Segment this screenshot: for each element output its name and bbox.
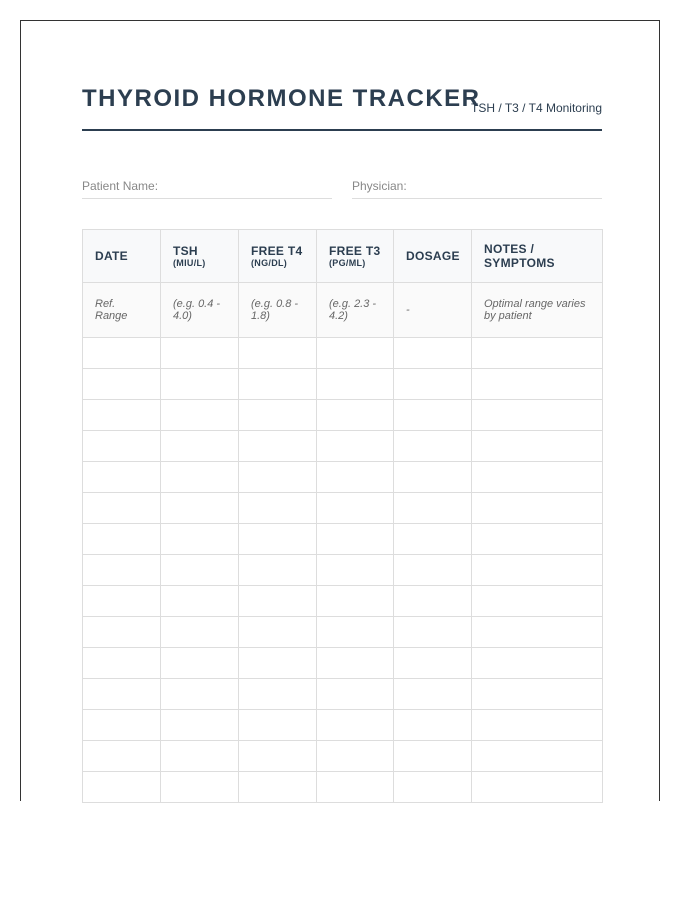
entry-tsh-cell[interactable] bbox=[161, 555, 239, 586]
entry-dosage-cell[interactable] bbox=[394, 369, 472, 400]
entry-free-t3-cell[interactable] bbox=[317, 772, 394, 803]
table-row bbox=[83, 679, 603, 710]
entry-notes-cell[interactable] bbox=[472, 493, 603, 524]
entry-notes-cell[interactable] bbox=[472, 369, 603, 400]
page-title: THYROID HORMONE TRACKER bbox=[82, 85, 481, 112]
entry-free-t3-cell[interactable] bbox=[317, 369, 394, 400]
ref-dosage-cell: - bbox=[394, 283, 472, 338]
reference-range-row bbox=[83, 283, 603, 338]
ref-free-t3-cell: (e.g. 2.3 - 4.2) bbox=[317, 283, 394, 338]
entry-dosage-cell[interactable] bbox=[394, 555, 472, 586]
table-row bbox=[83, 586, 603, 617]
entry-tsh-cell[interactable] bbox=[161, 493, 239, 524]
table-row bbox=[83, 462, 603, 493]
entry-dosage-cell[interactable] bbox=[394, 710, 472, 741]
column-header-date: DATE bbox=[83, 230, 161, 283]
entry-free-t4-cell[interactable] bbox=[239, 648, 317, 679]
entry-free-t4-cell[interactable] bbox=[239, 586, 317, 617]
entry-notes-cell[interactable] bbox=[472, 586, 603, 617]
physician-label: Physician: bbox=[352, 179, 407, 193]
column-header-free-t4: FREE T4 (NG/DL) bbox=[239, 230, 317, 283]
entry-notes-cell[interactable] bbox=[472, 679, 603, 710]
entry-free-t4-cell[interactable] bbox=[239, 462, 317, 493]
entry-free-t3-cell[interactable] bbox=[317, 555, 394, 586]
entry-free-t3-cell[interactable] bbox=[317, 338, 394, 369]
entry-dosage-cell[interactable] bbox=[394, 648, 472, 679]
entry-tsh-cell[interactable] bbox=[161, 400, 239, 431]
entry-dosage-cell[interactable] bbox=[394, 338, 472, 369]
entry-tsh-cell[interactable] bbox=[161, 338, 239, 369]
entry-free-t4-cell[interactable] bbox=[239, 555, 317, 586]
entry-tsh-cell[interactable] bbox=[161, 431, 239, 462]
physician-field[interactable] bbox=[352, 179, 602, 199]
table-header-row bbox=[83, 230, 603, 283]
table-row bbox=[83, 338, 603, 369]
entry-free-t4-cell[interactable] bbox=[239, 772, 317, 803]
entry-dosage-cell[interactable] bbox=[394, 772, 472, 803]
entry-free-t3-cell[interactable] bbox=[317, 741, 394, 772]
entry-date-cell[interactable] bbox=[83, 679, 161, 710]
entry-tsh-cell[interactable] bbox=[161, 679, 239, 710]
table-row bbox=[83, 648, 603, 679]
entry-notes-cell[interactable] bbox=[472, 741, 603, 772]
table-row bbox=[83, 772, 603, 803]
column-header-notes: NOTES / SYMPTOMS bbox=[472, 230, 603, 283]
entry-notes-cell[interactable] bbox=[472, 648, 603, 679]
page-header bbox=[82, 83, 602, 131]
entry-date-cell[interactable] bbox=[83, 586, 161, 617]
entry-tsh-cell[interactable] bbox=[161, 617, 239, 648]
entry-free-t4-cell[interactable] bbox=[239, 400, 317, 431]
entry-free-t3-cell[interactable] bbox=[317, 493, 394, 524]
entry-dosage-cell[interactable] bbox=[394, 493, 472, 524]
entry-free-t4-cell[interactable] bbox=[239, 338, 317, 369]
unit-label: (PG/ML) bbox=[329, 257, 366, 268]
entry-free-t4-cell[interactable] bbox=[239, 493, 317, 524]
entry-free-t3-cell[interactable] bbox=[317, 462, 394, 493]
entry-date-cell[interactable] bbox=[83, 772, 161, 803]
entry-dosage-cell[interactable] bbox=[394, 462, 472, 493]
patient-name-label: Patient Name: bbox=[82, 179, 159, 193]
entry-tsh-cell[interactable] bbox=[161, 586, 239, 617]
entry-tsh-cell[interactable] bbox=[161, 462, 239, 493]
entry-free-t4-cell[interactable] bbox=[239, 710, 317, 741]
entry-dosage-cell[interactable] bbox=[394, 524, 472, 555]
entry-date-cell[interactable] bbox=[83, 462, 161, 493]
entry-tsh-cell[interactable] bbox=[161, 524, 239, 555]
entry-free-t4-cell[interactable] bbox=[239, 741, 317, 772]
entry-tsh-cell[interactable] bbox=[161, 648, 239, 679]
hormone-log-table bbox=[82, 229, 603, 803]
entry-free-t3-cell[interactable] bbox=[317, 648, 394, 679]
entry-tsh-cell[interactable] bbox=[161, 741, 239, 772]
entry-free-t3-cell[interactable] bbox=[317, 679, 394, 710]
table-row bbox=[83, 555, 603, 586]
column-header-free-t3: FREE T3 (PG/ML) bbox=[317, 230, 394, 283]
unit-label: (NG/DL) bbox=[251, 257, 288, 268]
entry-free-t4-cell[interactable] bbox=[239, 524, 317, 555]
entry-dosage-cell[interactable] bbox=[394, 400, 472, 431]
page-subtitle: TSH / T3 / T4 Monitoring bbox=[471, 101, 602, 115]
entry-date-cell[interactable] bbox=[83, 338, 161, 369]
table-row bbox=[83, 400, 603, 431]
table-row bbox=[83, 493, 603, 524]
entry-notes-cell[interactable] bbox=[472, 617, 603, 648]
table-row bbox=[83, 741, 603, 772]
entry-free-t4-cell[interactable] bbox=[239, 431, 317, 462]
column-header-tsh: TSH (MIU/L) bbox=[161, 230, 239, 283]
ref-free-t4-cell: (e.g. 0.8 - 1.8) bbox=[239, 283, 317, 338]
entry-date-cell[interactable] bbox=[83, 648, 161, 679]
entry-notes-cell[interactable] bbox=[472, 400, 603, 431]
entry-notes-cell[interactable] bbox=[472, 431, 603, 462]
entry-tsh-cell[interactable] bbox=[161, 369, 239, 400]
table-row bbox=[83, 710, 603, 741]
entry-notes-cell[interactable] bbox=[472, 524, 603, 555]
table-row bbox=[83, 431, 603, 462]
entry-notes-cell[interactable] bbox=[472, 772, 603, 803]
entry-notes-cell[interactable] bbox=[472, 710, 603, 741]
entry-notes-cell[interactable] bbox=[472, 338, 603, 369]
entry-date-cell[interactable] bbox=[83, 493, 161, 524]
entry-free-t4-cell[interactable] bbox=[239, 679, 317, 710]
entry-free-t3-cell[interactable] bbox=[317, 400, 394, 431]
column-header-dosage: DOSAGE bbox=[394, 230, 472, 283]
entry-date-cell[interactable] bbox=[83, 741, 161, 772]
entry-dosage-cell[interactable] bbox=[394, 679, 472, 710]
entry-date-cell[interactable] bbox=[83, 524, 161, 555]
entry-free-t3-cell[interactable] bbox=[317, 524, 394, 555]
patient-name-field[interactable] bbox=[82, 179, 332, 199]
entry-free-t3-cell[interactable] bbox=[317, 586, 394, 617]
entry-free-t3-cell[interactable] bbox=[317, 710, 394, 741]
entry-date-cell[interactable] bbox=[83, 431, 161, 462]
ref-notes-cell: Optimal range varies by patient bbox=[472, 283, 603, 338]
entry-free-t3-cell[interactable] bbox=[317, 617, 394, 648]
entry-date-cell[interactable] bbox=[83, 617, 161, 648]
entry-free-t4-cell[interactable] bbox=[239, 617, 317, 648]
table-row bbox=[83, 617, 603, 648]
entry-date-cell[interactable] bbox=[83, 555, 161, 586]
tracker-page bbox=[20, 20, 660, 801]
entry-date-cell[interactable] bbox=[83, 369, 161, 400]
entry-date-cell[interactable] bbox=[83, 710, 161, 741]
entry-dosage-cell[interactable] bbox=[394, 617, 472, 648]
entry-free-t3-cell[interactable] bbox=[317, 431, 394, 462]
entry-tsh-cell[interactable] bbox=[161, 772, 239, 803]
entry-tsh-cell[interactable] bbox=[161, 710, 239, 741]
entry-dosage-cell[interactable] bbox=[394, 431, 472, 462]
entry-free-t4-cell[interactable] bbox=[239, 369, 317, 400]
ref-date-cell: Ref. Range bbox=[83, 283, 161, 338]
entry-dosage-cell[interactable] bbox=[394, 586, 472, 617]
entry-notes-cell[interactable] bbox=[472, 462, 603, 493]
entry-date-cell[interactable] bbox=[83, 400, 161, 431]
table-row bbox=[83, 369, 603, 400]
entry-dosage-cell[interactable] bbox=[394, 741, 472, 772]
entry-notes-cell[interactable] bbox=[472, 555, 603, 586]
ref-tsh-cell: (e.g. 0.4 - 4.0) bbox=[161, 283, 239, 338]
table-row bbox=[83, 524, 603, 555]
unit-label: (MIU/L) bbox=[173, 257, 206, 268]
